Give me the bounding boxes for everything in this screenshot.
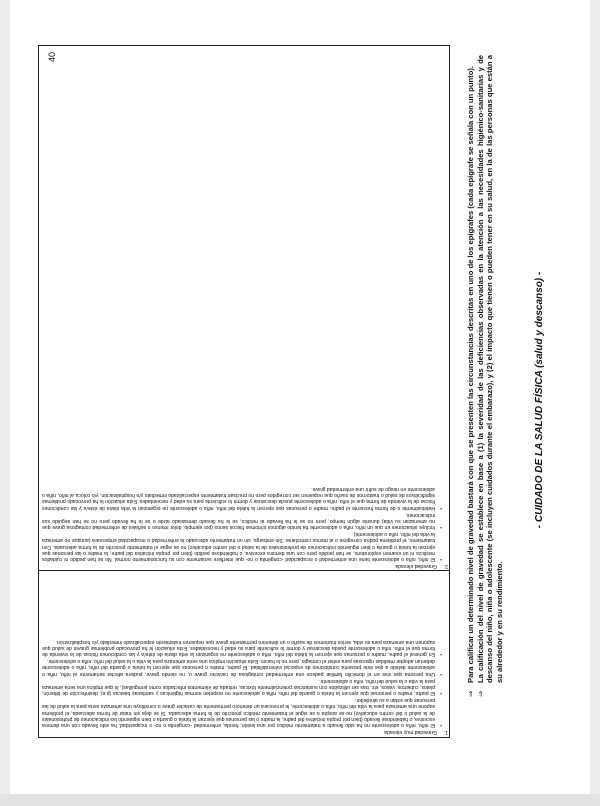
document-page [10, 0, 590, 794]
intro-notes [466, 55, 505, 695]
severity-section [39, 571, 451, 737]
intro-note: ⇒ Para calificar un determinado nivel de gravedad bastará con que se presenten las circunstancias descritas en uno de los epígrafes (cada epígrafe se señala con un punto). [466, 66, 475, 697]
section-number: 1. [443, 729, 448, 735]
section-title-text: Gravedad muy elevada [384, 729, 437, 735]
page-number: 40 [47, 51, 57, 62]
viewer-bottom-bar [0, 794, 600, 806]
section-title [42, 563, 448, 569]
table-divider [39, 570, 449, 571]
criterion-item: • Habitualmente o de forma frecuente el padre, madre o personas que ejercen la tutela del niño, niña o adolescente no organizan la vida diaria de éste/a y las condiciones físicas de la vivienda de forma que el niño, niña o adolescente pueda descansar y dormir lo suficiente para su edad y necesidades. Esta situación le ha provocado problemas significativos de salud o trastornos de sueño que requieren ser corregidos pero no precisan tratamiento especializado inmediato y/o hospitalización, y/o coloca al niño, niña o adolescente en riesgo de sufrir una enfermedad grave. [42, 486, 442, 511]
section-heading: - CUIDADO DE LA SALUD FÍSICA (salud y descanso) - [534, 271, 545, 529]
intro-note: ⇒ La calificación del nivel de gravedad se establece en base a (1) la severidad de las deficiencias observadas en la atención a las necesidades higiénico-sanitarias y de descanso del niño, niña o adolescente (se incluyen cuidados durante el embarazo), y (2) el impacto que tienen o pueden tener en su salud, en la de las personas que están a su alrededor y en su rendimiento. [475, 55, 505, 697]
severity-table [38, 45, 450, 738]
section-title-text: Gravedad elevada [395, 563, 437, 569]
rotated-page-content [22, 20, 582, 780]
criterion-item: • En general el padre, madre o personas que ejercen la tutela del niño, niña o adolescente no organizan la vida diaria de éste/a y las condiciones físicas de la vivienda de forma que el niño, niña o adolescente pueda descansar y dormir lo suficiente para su edad y necesidades. Esta situación le ha provocado problemas graves de salud que suponen una amenaza para su vida, serios trastornos de sueño o un deterioro permanente grave que requieren tratamiento especializado inmediato y/o hospitalización. [42, 639, 442, 657]
criterion-item: • El niño, niña o adolescente tiene una enfermedad o incapacidad -congénita o no- que interfiere seriamente con su funcionamiento normal. No se han pedido ni cuidados médicos ni un examen exploratorio, se han pedido pero con una demora excesiva, o habiéndose pedido (bien por propia iniciativa del padre, la madre o las personas que ejerzan la tutela o guarda o bien siguiendo indicaciones de profesionales de la salud o del centro educativo) no se sigue el tratamiento prescrito de la forma adecuada. Con tratamiento, el problema podría corregirse o al menos controlarse. Sin embargo, sin un tratamiento adecuado la enfermedad o incapacidad empeorará (aunque no amenaza la vida del niño, niña o adolescente). [42, 531, 442, 562]
criterion-item: • Incluye situaciones en que un niño, niña o adolescente ha tenido algunos síntomas físicos serios (por ejemplo, dolor intenso o señales de enfermedad contagiosa grave que no amenazan su vida) durante algún tiempo, pero no se le ha llevado al médico, se le ha llevado demasiado tarde o se le ha llevado pero no se han seguido sus indicaciones. [42, 512, 442, 530]
arrow-icon: ⇒ [466, 690, 475, 697]
section-text-frame [42, 573, 448, 735]
arrow-icon: ⇒ [475, 690, 485, 697]
section-title [42, 729, 448, 735]
severity-section [39, 44, 451, 571]
criterion-item: • El niño, niña o adolescente no ha sido llevado a tratamiento médico por una lesión, herida, enfermedad -congénita o no- o incapacidad, ha sido llevado con una demora excesiva, o habiéndose llevado (bien por propia iniciativa del padre, la madre o las personas que ejerzan la tutela o guarda o bien siguiendo las indicaciones de profesionales de la salud o del centro educativo) no se acepta o se sigue el tratamiento médico prescrito de la forma adecuada. Si se deja sin tratar de forma adecuada, el problema supone una amenaza para la vida del niño, niña o adolescente, le provocará un deterioro permanente de carácter grave o constituye una amenaza seria para la salud de las personas que están a su alrededor. [42, 697, 442, 728]
criterion-item: • Una persona que vive en el domicilio familiar padece una enfermedad contagiosa de carácter grave o, no siendo grave, pudiera afectar seriamente al niño, niña o adolescente debido a que éste presenta condiciones de especial vulnerabilidad. El padre, madre o personas que ejercen la tutela o guarda del niño, niña o adolescente deberían adoptar medidas rigurosas para evitar el contagio, pero no lo hacen. Esta situación implica una seria amenaza para la vida o la salud del niño, niña o adolescente. [42, 658, 442, 676]
section-number: 2. [443, 563, 448, 569]
section-text-frame [42, 46, 448, 569]
criterion-item: • El padre, madre o personas que ejercen la tutela o guarda del niño, niña o adolescente no respetan normas higiénicas y sanitarias básicas (p.ej. desinfección de biberón, platos, cubiertos, vasos, etc. tras ser utilizados con sustancias potencialmente tóxicas, retirada de elementos infectados como jeringuillas), lo que implica una seria amenaza para la vida o la salud del niño, niña o adolescente. [42, 678, 442, 696]
